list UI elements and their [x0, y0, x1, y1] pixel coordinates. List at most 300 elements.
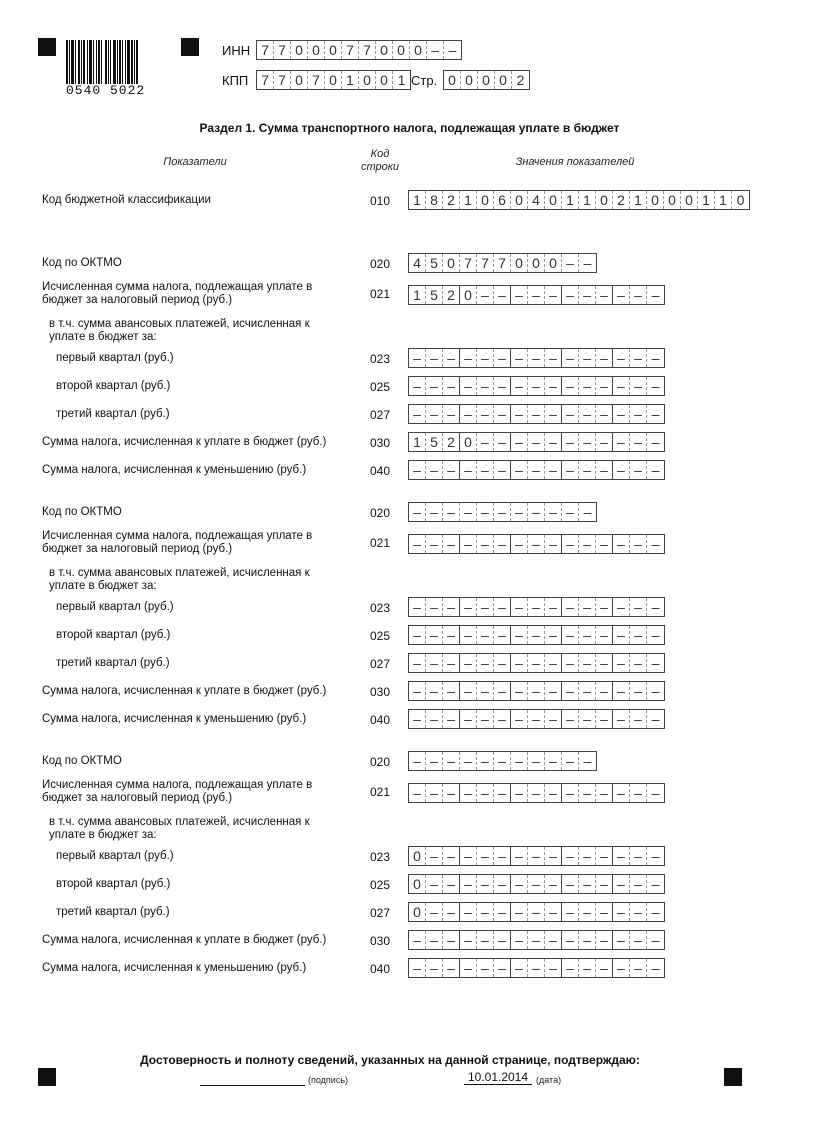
- character-cell[interactable]: 0: [443, 254, 460, 272]
- character-cell[interactable]: –: [460, 626, 477, 644]
- character-cell[interactable]: –: [528, 784, 545, 802]
- character-cell[interactable]: –: [426, 598, 443, 616]
- character-cell[interactable]: –: [528, 349, 545, 367]
- character-cell[interactable]: 7: [257, 71, 274, 89]
- character-cell[interactable]: –: [511, 875, 528, 893]
- character-cell[interactable]: –: [477, 847, 494, 865]
- character-cell[interactable]: –: [630, 405, 647, 423]
- character-cell[interactable]: –: [562, 931, 579, 949]
- character-cell[interactable]: –: [528, 682, 545, 700]
- character-cell[interactable]: –: [477, 959, 494, 977]
- character-cell[interactable]: –: [651, 350, 660, 366]
- character-cell[interactable]: –: [409, 931, 426, 949]
- character-cell[interactable]: 0: [291, 41, 308, 59]
- character-cell[interactable]: –: [494, 503, 511, 521]
- character-cell[interactable]: –: [613, 626, 630, 644]
- character-cell[interactable]: –: [596, 349, 613, 367]
- character-cell[interactable]: –: [545, 875, 562, 893]
- character-cell[interactable]: –: [596, 598, 613, 616]
- character-cell[interactable]: –: [596, 847, 613, 865]
- character-cell[interactable]: –: [494, 682, 511, 700]
- character-cell[interactable]: –: [596, 377, 613, 395]
- character-cell[interactable]: –: [596, 903, 613, 921]
- character-cell[interactable]: –: [511, 682, 528, 700]
- character-cell[interactable]: –: [596, 654, 613, 672]
- character-cell[interactable]: –: [579, 931, 596, 949]
- character-cell[interactable]: –: [562, 654, 579, 672]
- character-cell[interactable]: 1: [409, 191, 426, 209]
- character-cell[interactable]: –: [562, 254, 579, 272]
- character-cell[interactable]: –: [494, 461, 511, 479]
- character-cell[interactable]: –: [613, 349, 630, 367]
- character-cell[interactable]: –: [596, 682, 613, 700]
- character-cell[interactable]: –: [545, 784, 562, 802]
- character-cell[interactable]: 4: [409, 254, 426, 272]
- character-cell[interactable]: –: [545, 535, 562, 553]
- character-cell[interactable]: 7: [494, 254, 511, 272]
- character-cell[interactable]: 0: [495, 71, 512, 89]
- character-cell[interactable]: –: [511, 710, 528, 728]
- character-cell[interactable]: –: [443, 752, 460, 770]
- character-cell[interactable]: –: [528, 626, 545, 644]
- character-cell[interactable]: –: [630, 654, 647, 672]
- character-cell[interactable]: –: [630, 784, 647, 802]
- character-cell[interactable]: –: [630, 626, 647, 644]
- character-cell[interactable]: –: [511, 903, 528, 921]
- character-cell[interactable]: 7: [274, 41, 291, 59]
- character-cell[interactable]: –: [443, 535, 460, 553]
- character-cell[interactable]: –: [613, 784, 630, 802]
- character-cell[interactable]: –: [562, 682, 579, 700]
- date-field[interactable]: 10.01.2014: [464, 1070, 532, 1085]
- character-cell[interactable]: –: [596, 931, 613, 949]
- character-cell[interactable]: –: [545, 461, 562, 479]
- character-cell[interactable]: –: [460, 784, 477, 802]
- character-cell[interactable]: –: [651, 406, 660, 422]
- character-cell[interactable]: –: [426, 752, 443, 770]
- character-cell[interactable]: –: [579, 286, 596, 304]
- character-cell[interactable]: –: [545, 377, 562, 395]
- character-cell[interactable]: –: [545, 903, 562, 921]
- character-cell[interactable]: 1: [715, 191, 732, 209]
- character-cell[interactable]: 0: [736, 192, 745, 208]
- character-cell[interactable]: –: [579, 654, 596, 672]
- character-cell[interactable]: –: [596, 535, 613, 553]
- character-cell[interactable]: –: [409, 654, 426, 672]
- character-cell[interactable]: –: [562, 959, 579, 977]
- character-cell[interactable]: –: [409, 535, 426, 553]
- character-cell[interactable]: –: [579, 461, 596, 479]
- character-cell[interactable]: –: [579, 535, 596, 553]
- character-cell[interactable]: –: [613, 959, 630, 977]
- character-cell[interactable]: –: [460, 903, 477, 921]
- character-cell[interactable]: –: [562, 598, 579, 616]
- character-cell[interactable]: 5: [426, 286, 443, 304]
- character-cell[interactable]: –: [426, 349, 443, 367]
- character-cell[interactable]: 5: [426, 433, 443, 451]
- character-cell[interactable]: –: [651, 848, 660, 864]
- character-cell[interactable]: –: [443, 461, 460, 479]
- character-cell[interactable]: –: [511, 286, 528, 304]
- character-cell[interactable]: –: [426, 405, 443, 423]
- character-cell[interactable]: –: [460, 535, 477, 553]
- character-cell[interactable]: –: [528, 503, 545, 521]
- character-cell[interactable]: 1: [579, 191, 596, 209]
- character-cell[interactable]: 0: [376, 41, 393, 59]
- character-cell[interactable]: –: [443, 710, 460, 728]
- character-cell[interactable]: –: [460, 503, 477, 521]
- character-cell[interactable]: –: [579, 433, 596, 451]
- character-cell[interactable]: –: [528, 433, 545, 451]
- character-cell[interactable]: –: [545, 433, 562, 451]
- character-cell[interactable]: 0: [409, 903, 426, 921]
- character-cell[interactable]: –: [613, 682, 630, 700]
- character-cell[interactable]: –: [528, 654, 545, 672]
- character-cell[interactable]: 0: [511, 254, 528, 272]
- character-cell[interactable]: –: [477, 405, 494, 423]
- character-cell[interactable]: 0: [444, 71, 461, 89]
- character-cell[interactable]: –: [494, 535, 511, 553]
- character-cell[interactable]: 0: [545, 254, 562, 272]
- character-cell[interactable]: –: [613, 433, 630, 451]
- character-cell[interactable]: –: [630, 433, 647, 451]
- character-cell[interactable]: –: [477, 377, 494, 395]
- character-cell[interactable]: –: [443, 503, 460, 521]
- character-cell[interactable]: –: [545, 286, 562, 304]
- character-cell[interactable]: –: [426, 784, 443, 802]
- character-cell[interactable]: 0: [291, 71, 308, 89]
- character-cell[interactable]: 0: [359, 71, 376, 89]
- character-cell[interactable]: 0: [545, 191, 562, 209]
- character-cell[interactable]: –: [460, 682, 477, 700]
- character-cell[interactable]: 8: [426, 191, 443, 209]
- signature-line[interactable]: [200, 1071, 305, 1086]
- character-cell[interactable]: –: [630, 535, 647, 553]
- character-cell[interactable]: –: [613, 461, 630, 479]
- character-cell[interactable]: –: [562, 626, 579, 644]
- character-cell[interactable]: –: [613, 535, 630, 553]
- character-cell[interactable]: –: [630, 377, 647, 395]
- character-cell[interactable]: 6: [494, 191, 511, 209]
- character-cell[interactable]: –: [426, 682, 443, 700]
- character-cell[interactable]: –: [651, 536, 660, 552]
- character-cell[interactable]: –: [630, 682, 647, 700]
- character-cell[interactable]: –: [409, 503, 426, 521]
- character-cell[interactable]: –: [477, 535, 494, 553]
- character-cell[interactable]: –: [579, 349, 596, 367]
- character-cell[interactable]: –: [630, 710, 647, 728]
- character-cell[interactable]: –: [511, 626, 528, 644]
- character-cell[interactable]: –: [460, 405, 477, 423]
- character-cell[interactable]: 0: [664, 191, 681, 209]
- character-cell[interactable]: –: [562, 535, 579, 553]
- character-cell[interactable]: –: [511, 535, 528, 553]
- character-cell[interactable]: –: [651, 627, 660, 643]
- character-cell[interactable]: –: [579, 377, 596, 395]
- character-cell[interactable]: –: [613, 903, 630, 921]
- character-cell[interactable]: –: [443, 349, 460, 367]
- character-cell[interactable]: –: [448, 42, 457, 58]
- character-cell[interactable]: –: [494, 626, 511, 644]
- character-cell[interactable]: 0: [409, 847, 426, 865]
- character-cell[interactable]: –: [562, 286, 579, 304]
- character-cell[interactable]: –: [409, 598, 426, 616]
- character-cell[interactable]: –: [460, 461, 477, 479]
- character-cell[interactable]: –: [477, 626, 494, 644]
- character-cell[interactable]: –: [426, 959, 443, 977]
- character-cell[interactable]: –: [511, 847, 528, 865]
- character-cell[interactable]: –: [528, 405, 545, 423]
- character-cell[interactable]: –: [579, 784, 596, 802]
- character-cell[interactable]: –: [545, 598, 562, 616]
- character-cell[interactable]: –: [477, 598, 494, 616]
- character-cell[interactable]: 1: [630, 191, 647, 209]
- character-cell[interactable]: –: [596, 433, 613, 451]
- character-cell[interactable]: –: [583, 255, 592, 271]
- character-cell[interactable]: 1: [397, 72, 406, 88]
- character-cell[interactable]: 7: [477, 254, 494, 272]
- character-cell[interactable]: –: [545, 654, 562, 672]
- character-cell[interactable]: –: [562, 405, 579, 423]
- character-cell[interactable]: –: [443, 654, 460, 672]
- character-cell[interactable]: –: [651, 378, 660, 394]
- character-cell[interactable]: –: [545, 847, 562, 865]
- character-cell[interactable]: 0: [325, 41, 342, 59]
- character-cell[interactable]: –: [409, 682, 426, 700]
- character-cell[interactable]: –: [460, 377, 477, 395]
- character-cell[interactable]: –: [494, 377, 511, 395]
- character-cell[interactable]: –: [443, 903, 460, 921]
- character-cell[interactable]: –: [494, 931, 511, 949]
- character-cell[interactable]: –: [528, 752, 545, 770]
- character-cell[interactable]: –: [443, 405, 460, 423]
- character-cell[interactable]: –: [630, 903, 647, 921]
- character-cell[interactable]: –: [545, 349, 562, 367]
- character-cell[interactable]: –: [494, 847, 511, 865]
- character-cell[interactable]: 0: [681, 191, 698, 209]
- character-cell[interactable]: 2: [443, 286, 460, 304]
- character-cell[interactable]: 1: [409, 433, 426, 451]
- character-cell[interactable]: –: [613, 598, 630, 616]
- character-cell[interactable]: –: [579, 875, 596, 893]
- character-cell[interactable]: 7: [257, 41, 274, 59]
- character-cell[interactable]: –: [651, 932, 660, 948]
- character-cell[interactable]: –: [409, 784, 426, 802]
- character-cell[interactable]: 0: [478, 71, 495, 89]
- character-cell[interactable]: –: [562, 461, 579, 479]
- character-cell[interactable]: 4: [528, 191, 545, 209]
- character-cell[interactable]: –: [651, 599, 660, 615]
- character-cell[interactable]: 7: [274, 71, 291, 89]
- character-cell[interactable]: –: [528, 377, 545, 395]
- character-cell[interactable]: –: [630, 461, 647, 479]
- character-cell[interactable]: –: [477, 875, 494, 893]
- character-cell[interactable]: 0: [461, 71, 478, 89]
- character-cell[interactable]: –: [477, 931, 494, 949]
- character-cell[interactable]: –: [443, 598, 460, 616]
- character-cell[interactable]: –: [579, 903, 596, 921]
- character-cell[interactable]: –: [528, 286, 545, 304]
- character-cell[interactable]: –: [579, 847, 596, 865]
- character-cell[interactable]: –: [409, 349, 426, 367]
- character-cell[interactable]: –: [528, 535, 545, 553]
- character-cell[interactable]: –: [630, 598, 647, 616]
- character-cell[interactable]: –: [443, 931, 460, 949]
- character-cell[interactable]: –: [596, 959, 613, 977]
- character-cell[interactable]: –: [562, 752, 579, 770]
- character-cell[interactable]: –: [443, 377, 460, 395]
- character-cell[interactable]: –: [651, 287, 660, 303]
- character-cell[interactable]: 0: [596, 191, 613, 209]
- character-cell[interactable]: –: [426, 931, 443, 949]
- character-cell[interactable]: –: [460, 931, 477, 949]
- character-cell[interactable]: 0: [460, 433, 477, 451]
- character-cell[interactable]: –: [579, 598, 596, 616]
- character-cell[interactable]: –: [494, 598, 511, 616]
- character-cell[interactable]: –: [630, 349, 647, 367]
- character-cell[interactable]: –: [409, 405, 426, 423]
- character-cell[interactable]: 5: [426, 254, 443, 272]
- character-cell[interactable]: 1: [460, 191, 477, 209]
- character-cell[interactable]: –: [562, 784, 579, 802]
- character-cell[interactable]: –: [630, 959, 647, 977]
- character-cell[interactable]: –: [477, 654, 494, 672]
- character-cell[interactable]: 2: [443, 191, 460, 209]
- character-cell[interactable]: –: [596, 710, 613, 728]
- character-cell[interactable]: –: [477, 752, 494, 770]
- character-cell[interactable]: –: [562, 875, 579, 893]
- character-cell[interactable]: 0: [477, 191, 494, 209]
- character-cell[interactable]: –: [528, 903, 545, 921]
- character-cell[interactable]: –: [613, 377, 630, 395]
- character-cell[interactable]: –: [494, 405, 511, 423]
- character-cell[interactable]: –: [477, 461, 494, 479]
- character-cell[interactable]: –: [545, 931, 562, 949]
- character-cell[interactable]: –: [494, 433, 511, 451]
- character-cell[interactable]: –: [579, 405, 596, 423]
- character-cell[interactable]: 0: [308, 41, 325, 59]
- character-cell[interactable]: –: [443, 784, 460, 802]
- character-cell[interactable]: –: [460, 959, 477, 977]
- character-cell[interactable]: –: [443, 626, 460, 644]
- character-cell[interactable]: –: [579, 710, 596, 728]
- character-cell[interactable]: –: [426, 875, 443, 893]
- character-cell[interactable]: –: [460, 349, 477, 367]
- character-cell[interactable]: 2: [613, 191, 630, 209]
- character-cell[interactable]: 7: [460, 254, 477, 272]
- character-cell[interactable]: 1: [409, 286, 426, 304]
- character-cell[interactable]: –: [460, 875, 477, 893]
- character-cell[interactable]: –: [511, 959, 528, 977]
- character-cell[interactable]: –: [409, 461, 426, 479]
- character-cell[interactable]: –: [511, 598, 528, 616]
- character-cell[interactable]: 0: [410, 41, 427, 59]
- character-cell[interactable]: –: [579, 626, 596, 644]
- character-cell[interactable]: –: [545, 682, 562, 700]
- character-cell[interactable]: 0: [511, 191, 528, 209]
- character-cell[interactable]: –: [494, 752, 511, 770]
- character-cell[interactable]: –: [460, 710, 477, 728]
- character-cell[interactable]: –: [596, 784, 613, 802]
- character-cell[interactable]: –: [613, 286, 630, 304]
- character-cell[interactable]: –: [460, 654, 477, 672]
- character-cell[interactable]: –: [477, 286, 494, 304]
- character-cell[interactable]: 0: [409, 875, 426, 893]
- character-cell[interactable]: –: [477, 784, 494, 802]
- character-cell[interactable]: –: [494, 903, 511, 921]
- character-cell[interactable]: –: [477, 903, 494, 921]
- character-cell[interactable]: –: [409, 959, 426, 977]
- character-cell[interactable]: –: [651, 785, 660, 801]
- character-cell[interactable]: 1: [562, 191, 579, 209]
- character-cell[interactable]: –: [613, 654, 630, 672]
- character-cell[interactable]: –: [651, 434, 660, 450]
- character-cell[interactable]: –: [651, 711, 660, 727]
- character-cell[interactable]: –: [613, 931, 630, 949]
- character-cell[interactable]: 0: [528, 254, 545, 272]
- character-cell[interactable]: –: [511, 503, 528, 521]
- character-cell[interactable]: –: [545, 710, 562, 728]
- character-cell[interactable]: –: [579, 682, 596, 700]
- character-cell[interactable]: –: [494, 959, 511, 977]
- character-cell[interactable]: –: [494, 710, 511, 728]
- character-cell[interactable]: –: [545, 626, 562, 644]
- character-cell[interactable]: –: [545, 405, 562, 423]
- character-cell[interactable]: –: [443, 847, 460, 865]
- character-cell[interactable]: –: [596, 461, 613, 479]
- character-cell[interactable]: 7: [342, 41, 359, 59]
- character-cell[interactable]: –: [426, 710, 443, 728]
- character-cell[interactable]: –: [460, 752, 477, 770]
- character-cell[interactable]: 1: [698, 191, 715, 209]
- character-cell[interactable]: –: [409, 377, 426, 395]
- character-cell[interactable]: –: [477, 710, 494, 728]
- character-cell[interactable]: –: [562, 433, 579, 451]
- character-cell[interactable]: –: [579, 959, 596, 977]
- character-cell[interactable]: –: [426, 461, 443, 479]
- character-cell[interactable]: –: [651, 904, 660, 920]
- character-cell[interactable]: –: [477, 503, 494, 521]
- character-cell[interactable]: 0: [460, 286, 477, 304]
- character-cell[interactable]: 7: [308, 71, 325, 89]
- character-cell[interactable]: –: [511, 752, 528, 770]
- character-cell[interactable]: 7: [359, 41, 376, 59]
- character-cell[interactable]: –: [494, 654, 511, 672]
- character-cell[interactable]: –: [613, 847, 630, 865]
- character-cell[interactable]: –: [545, 752, 562, 770]
- character-cell[interactable]: –: [511, 433, 528, 451]
- character-cell[interactable]: –: [460, 598, 477, 616]
- character-cell[interactable]: –: [460, 847, 477, 865]
- character-cell[interactable]: –: [426, 654, 443, 672]
- character-cell[interactable]: –: [477, 433, 494, 451]
- character-cell[interactable]: 2: [516, 72, 525, 88]
- character-cell[interactable]: –: [562, 710, 579, 728]
- character-cell[interactable]: 2: [443, 433, 460, 451]
- character-cell[interactable]: –: [562, 847, 579, 865]
- character-cell[interactable]: –: [494, 875, 511, 893]
- character-cell[interactable]: –: [426, 503, 443, 521]
- character-cell[interactable]: –: [562, 377, 579, 395]
- character-cell[interactable]: –: [630, 286, 647, 304]
- character-cell[interactable]: –: [562, 503, 579, 521]
- character-cell[interactable]: –: [443, 682, 460, 700]
- character-cell[interactable]: 0: [376, 71, 393, 89]
- character-cell[interactable]: –: [651, 960, 660, 976]
- character-cell[interactable]: –: [562, 903, 579, 921]
- character-cell[interactable]: –: [528, 847, 545, 865]
- character-cell[interactable]: –: [426, 847, 443, 865]
